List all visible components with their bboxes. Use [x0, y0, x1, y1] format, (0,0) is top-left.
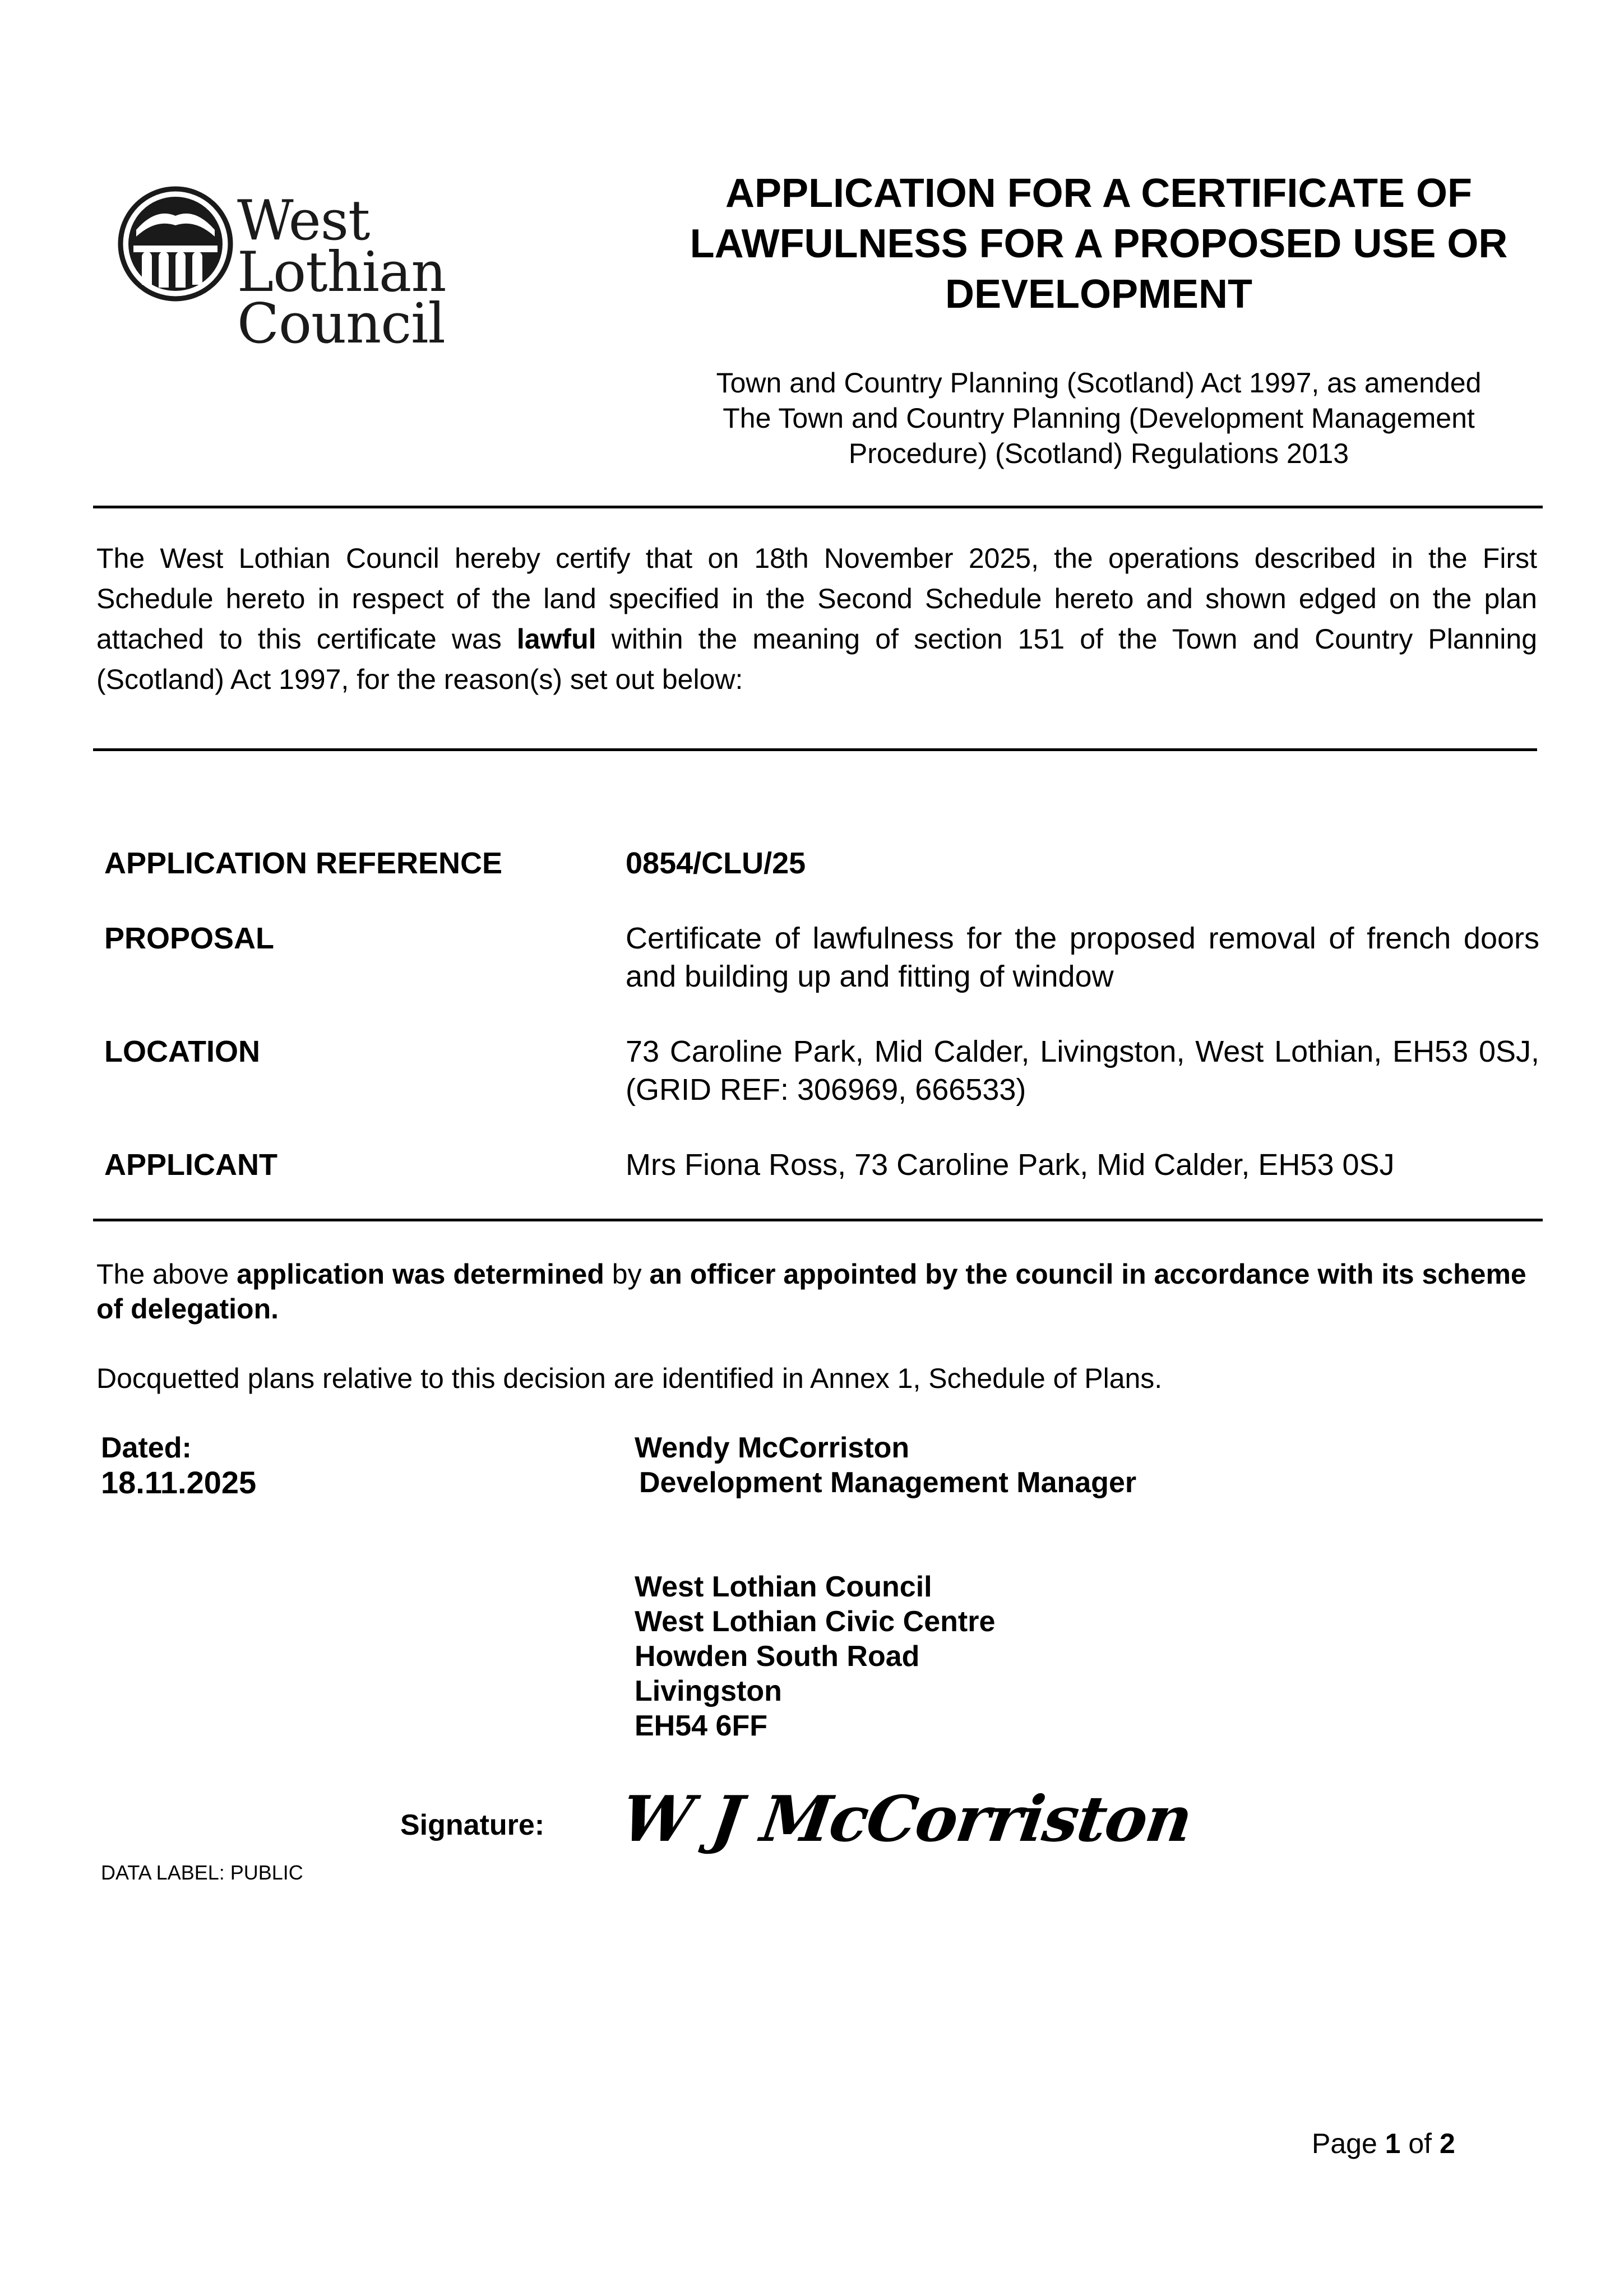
divider-top — [93, 506, 1543, 508]
divider-intro — [93, 748, 1537, 751]
council-logo — [117, 185, 565, 356]
dated-value: 18.11.2025 — [101, 1465, 257, 1500]
reference-value: 0854/CLU/25 — [626, 846, 806, 880]
council-address: West Lothian Council West Lothian Civic Centre Howden South Road Livingston EH54 6FF — [635, 1571, 996, 1742]
officer-role: Development Management Manager — [639, 1466, 1137, 1499]
signature-label: Signature: — [400, 1809, 545, 1841]
dated-label: Dated: — [101, 1432, 192, 1464]
divider-details — [93, 1219, 1543, 1221]
logo-wordmark: West Lothian Council — [237, 189, 446, 356]
determination-statement: The above application was determined by an officer appointed by the council in accordance with its scheme of delegation. — [96, 1258, 1526, 1325]
applicant-label: APPLICANT — [104, 1148, 277, 1182]
certification-paragraph: The West Lothian Council hereby certify that on 18th November 2025, the operations described in the First Schedule hereto in respect of the land specified in the Second Schedule hereto and shown edged on the plan attached to this certificate was lawful within the meaning of section 151 of the Town and Country Planning (Scotland) Act 1997, for the reason(s) set out below: — [96, 543, 1537, 695]
legislation-subtitle: Town and Country Planning (Scotland) Act 1997, as amended The Town and Country Planning (Development Management Procedure) (Scotland) Regulations 2013 — [716, 367, 1482, 469]
viaduct-emblem-icon — [117, 185, 234, 303]
location-value: 73 Caroline Park, Mid Calder, Livingston, West Lothian, EH53 0SJ, (GRID REF: 306969, 666533) — [626, 1035, 1539, 1107]
location-label: LOCATION — [104, 1035, 260, 1068]
applicant-value: Mrs Fiona Ross, 73 Caroline Park, Mid Calder, EH53 0SJ — [626, 1148, 1395, 1182]
document-title: APPLICATION FOR A CERTIFICATE OF LAWFULNESS FOR A PROPOSED USE OR DEVELOPMENT — [690, 171, 1508, 317]
handwritten-signature: W J McCorriston — [617, 1783, 1196, 1856]
proposal-value: Certificate of lawfulness for the proposed removal of french doors and building up and fitting of window — [626, 922, 1539, 993]
officer-name: Wendy McCorriston — [635, 1432, 910, 1464]
page-number: Page 1 of 2 — [1312, 2128, 1455, 2159]
docquetted-note: Docquetted plans relative to this decision are identified in Annex 1, Schedule of Plans. — [96, 1363, 1163, 1394]
proposal-label: PROPOSAL — [104, 922, 275, 955]
data-classification-label: DATA LABEL: PUBLIC — [101, 1861, 303, 1884]
reference-label: APPLICATION REFERENCE — [104, 846, 503, 880]
